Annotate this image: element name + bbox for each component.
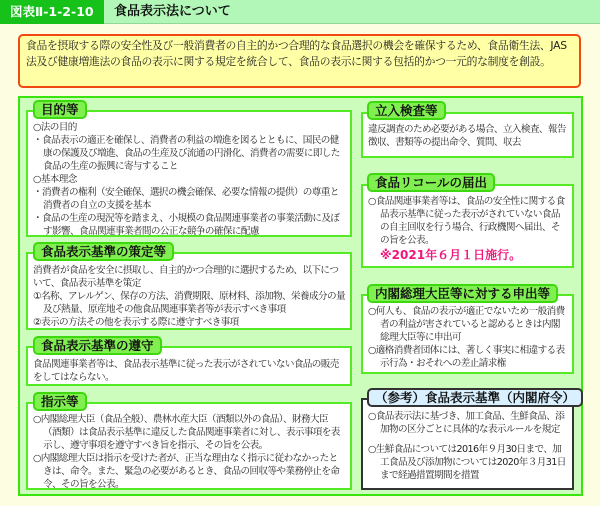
- purpose-line: ・食品の生産の現況等を踏まえ、小規模の食品関連事業者の事業活動に及ぼす影響、食品関連事業者間の公正な競争の確保に配慮: [33, 213, 340, 237]
- instructions-label: 指示等: [33, 392, 87, 411]
- purpose-box: [26, 110, 352, 237]
- standards-line: ②表示の方法その他を表示する際に遵守すべき事項: [33, 317, 239, 328]
- petition-line: ○適格消費者団体には、著しく事実に相違する表示行為・おそれへの差止請求権: [368, 345, 565, 369]
- purpose-line: ○法の目的: [33, 122, 77, 133]
- reference-line: ○生鮮食品については2016年９月30日まで、加工食品及び添加物については2020年３月31日まで経過措置期間を措置: [368, 444, 566, 481]
- recall-effective-note: ※2021年６月１日施行。: [380, 248, 522, 262]
- standards-box: [26, 252, 352, 330]
- figure-title: 食品表示法について: [114, 4, 231, 19]
- standards-line: ①名称、アレルゲン、保存の方法、消費期限、原材料、添加物、栄養成分の量及び熱量、原産地その他食品関連事業者等が表示すべき事項: [33, 291, 346, 315]
- instructions-box: [26, 402, 352, 490]
- compliance-label: 食品表示基準の遵守: [33, 336, 162, 355]
- figure-header: [0, 0, 600, 24]
- petition-box: [361, 294, 574, 374]
- reference-label: （参考）食品表示基準（内閣府令）: [367, 388, 583, 407]
- summary-box: 食品を摂取する際の安全性及び一般消費者の自主的かつ合理的な食品選択の機会を確保するため、食品衛生法、JAS法及び健康増進法の食品の表示に関する規定を統合して、食品の表示に関する包括的かつ一元的な制度を創設。: [18, 34, 581, 88]
- inspection-text: 違反調査のため必要がある場合、立入検査、報告徴収、書類等の提出命令、質問、収去: [368, 124, 566, 148]
- purpose-label: 目的等: [33, 100, 87, 119]
- recall-text: ○食品関連事業者等は、食品の安全性に関する食品表示基準に従った表示がされていない食品の自主回収を行う場合、行政機関へ届出、その旨を公表。: [368, 196, 565, 246]
- purpose-line: ・食品表示の適正を確保し、消費者の利益の増進を図るとともに、国民の健康の保護及び増進、食品の生産及び流通の円滑化、消費者の需要に即した食品の生産の振興に寄与すること: [33, 135, 340, 172]
- recall-label: 食品リコールの届出: [367, 173, 495, 192]
- figure-number: 図表Ⅱ-1-2-10: [0, 0, 104, 24]
- purpose-line: ・消費者の権利（安全確保、選択の機会確保、必要な情報の提供）の尊重と消費者の自立の支援を基本: [33, 187, 339, 211]
- reference-box: [361, 398, 574, 490]
- reference-line: ○食品表示法に基づき、加工食品、生鮮食品、添加物の区分ごとに具体的な表示ルールを規定: [368, 411, 565, 435]
- standards-line: 消費者が食品を安全に摂取し、自主的かつ合理的に選択するため、以下について、食品表示基準を策定: [33, 265, 339, 289]
- recall-box: [361, 184, 574, 268]
- compliance-text: 食品関連事業者等は、食品表示基準に従った表示がされていない食品の販売をしてはならない。: [33, 359, 339, 383]
- purpose-line: ○基本理念: [33, 174, 77, 185]
- standards-label: 食品表示基準の策定等: [33, 242, 174, 261]
- instructions-line: ○内閣総理大臣は指示を受けた者が、正当な理由なく指示に従わなかったときは、命令。また、緊急の必要があるとき、食品の回収等や業務停止を命令、その旨を公表。: [33, 453, 340, 490]
- petition-line: ○何人も、食品の表示が適正でないため一般消費者の利益が害されていると認めるときは内閣総理大臣等に申出可: [368, 306, 565, 343]
- instructions-line: ○内閣総理大臣（食品全般）、農林水産大臣（酒類以外の食品）、財務大臣（酒類）は食品表示基準に違反した食品関連事業者に対し、表示事項を表示し、遵守事項を遵守すべき旨を指示、その旨を公表。: [33, 414, 340, 451]
- inspection-label: 立入検査等: [367, 101, 446, 120]
- petition-label: 内閣総理大臣等に対する申出等: [367, 284, 558, 303]
